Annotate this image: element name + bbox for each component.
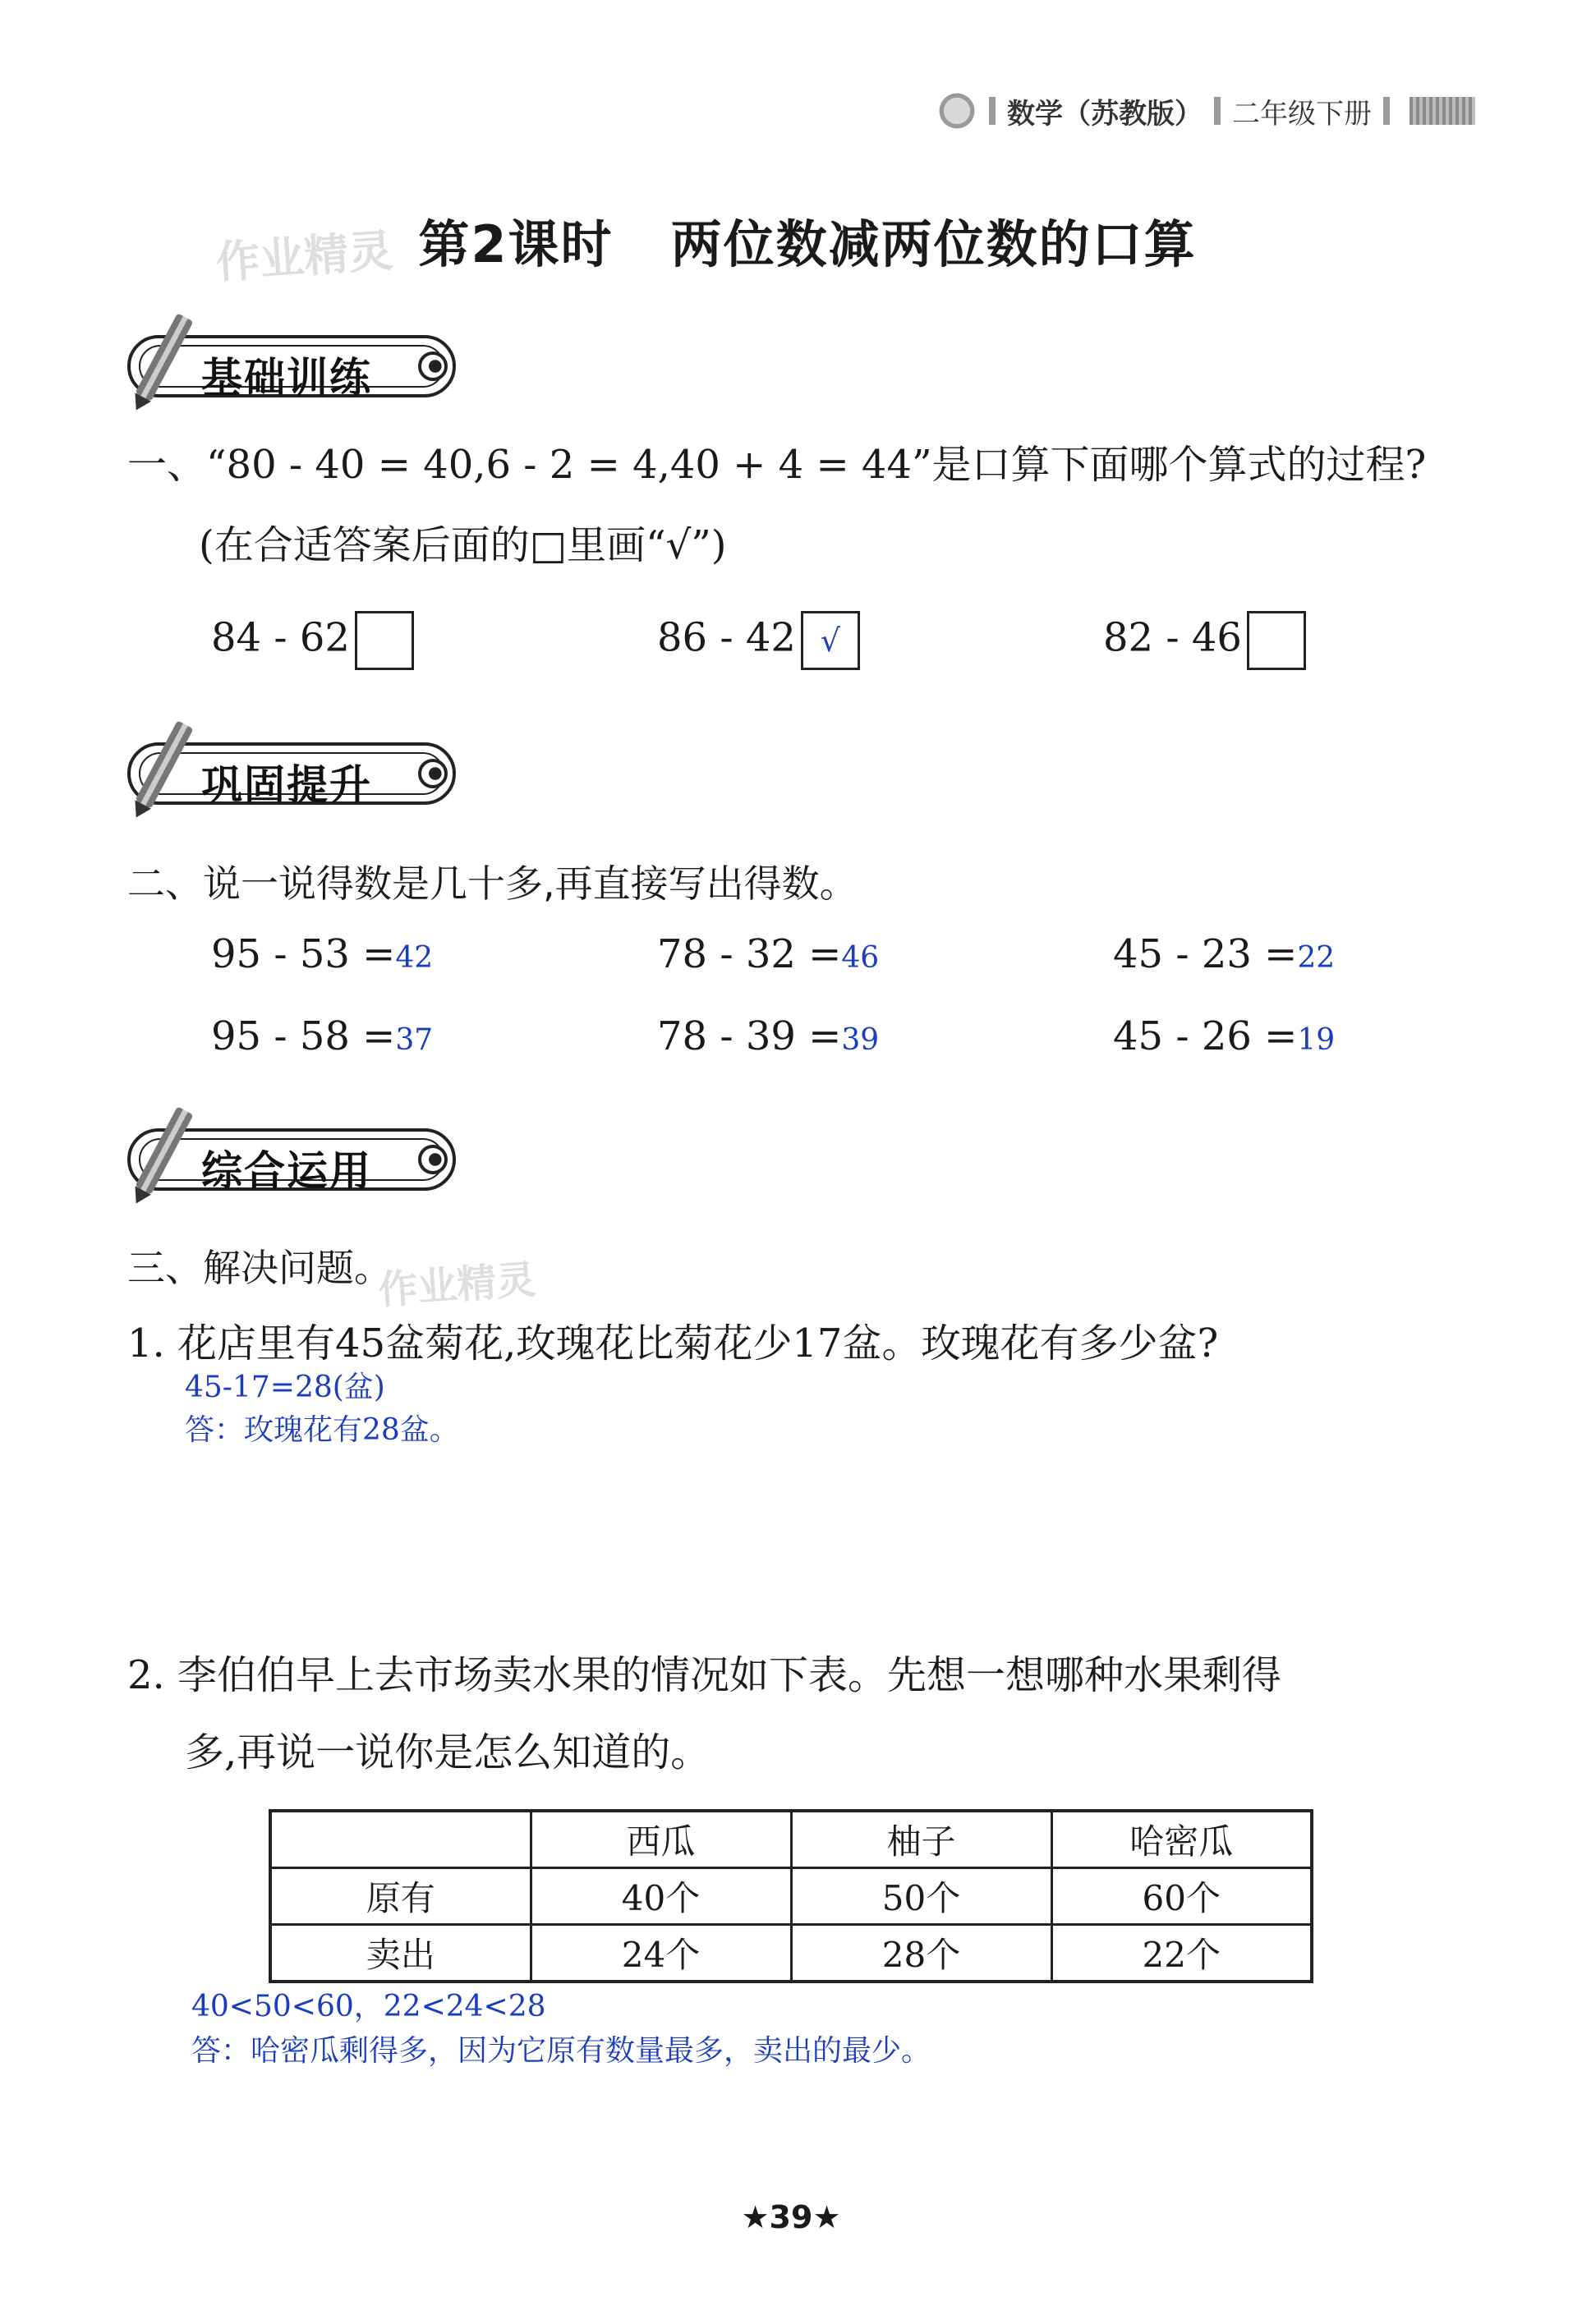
table-cell: 22个 bbox=[1051, 1925, 1312, 1982]
option-expression: 82 - 46 bbox=[1103, 614, 1242, 661]
item-expression: 45 - 23 = bbox=[1113, 931, 1298, 977]
item-answer: 42 bbox=[395, 941, 434, 975]
item-expression: 95 - 53 = bbox=[211, 931, 396, 977]
q2-item bbox=[211, 931, 433, 977]
option-expression: 84 - 62 bbox=[211, 614, 350, 661]
item-answer: 19 bbox=[1297, 1023, 1336, 1057]
q3-problem-1: 1. 花店里有45盆菊花,玫瑰花比菊花少17盆。玫瑰花有多少盆? bbox=[127, 1320, 1219, 1366]
item-answer: 37 bbox=[395, 1023, 434, 1057]
row-label: 原有 bbox=[270, 1868, 531, 1925]
header-divider bbox=[1214, 97, 1221, 125]
section-badge-basic bbox=[127, 327, 464, 406]
q3-p2-answer: 答：哈密瓜剩得多，因为它原有数量最多，卖出的最少。 bbox=[191, 2034, 931, 2068]
watermark: 作业精灵 bbox=[214, 224, 395, 289]
q2-item bbox=[657, 1013, 879, 1059]
item-expression: 95 - 58 = bbox=[211, 1013, 396, 1059]
page-number-value: 39 bbox=[769, 2199, 813, 2235]
section-badge-consolidate bbox=[127, 734, 464, 813]
table-header: 哈密瓜 bbox=[1051, 1811, 1312, 1868]
q1-stem: 一、“80 - 40 = 40,6 - 2 = 4,40 + 4 = 44”是口算下面哪个算式的过程? bbox=[127, 442, 1427, 488]
page-title bbox=[0, 204, 1582, 277]
watermark: 作业精灵 bbox=[376, 1256, 538, 1314]
item-expression: 78 - 32 = bbox=[657, 931, 842, 977]
q2-item bbox=[657, 931, 879, 977]
table-cell: 24个 bbox=[531, 1925, 791, 1982]
q3-p1-work: 45-17=28(盆) bbox=[185, 1371, 385, 1404]
section-label: 巩固提升 bbox=[201, 761, 372, 809]
sun-logo-icon bbox=[936, 90, 977, 131]
ring-icon bbox=[418, 1145, 448, 1174]
option-expression: 86 - 42 bbox=[657, 614, 796, 661]
item-expression: 78 - 39 = bbox=[657, 1013, 842, 1059]
ring-icon bbox=[418, 351, 448, 381]
item-expression: 45 - 26 = bbox=[1113, 1013, 1298, 1059]
q3-p1-answer: 答：玫瑰花有28盆。 bbox=[185, 1413, 459, 1447]
q1-instruction: (在合适答案后面的□里画“√”) bbox=[199, 522, 727, 568]
answer-checkbox[interactable] bbox=[355, 611, 414, 670]
q2-stem: 二、说一说得数是几十多,再直接写出得数。 bbox=[127, 861, 858, 906]
section-label: 综合运用 bbox=[201, 1147, 372, 1195]
header-decoration bbox=[1410, 97, 1475, 125]
page-number: ★39★ bbox=[741, 2199, 841, 2235]
table-cell: 28个 bbox=[791, 1925, 1051, 1982]
item-answer: 39 bbox=[841, 1023, 880, 1057]
lesson-topic: 两位数减两位数的口算 bbox=[670, 214, 1197, 274]
header-subject: 数学（苏教版） bbox=[1007, 97, 1203, 131]
table-cell: 50个 bbox=[791, 1868, 1051, 1925]
q1-option bbox=[1103, 611, 1306, 670]
table-header: 西瓜 bbox=[531, 1811, 791, 1868]
header-divider bbox=[1383, 97, 1390, 125]
q1-option bbox=[657, 611, 860, 670]
q3-problem-2-line2: 多,再说一说你是怎么知道的。 bbox=[185, 1729, 711, 1775]
header-divider bbox=[989, 97, 996, 125]
q3-p2-work: 40<50<60，22<24<28 bbox=[191, 1990, 546, 2023]
answer-checkbox[interactable]: √ bbox=[801, 611, 860, 670]
ring-icon bbox=[418, 759, 448, 788]
q1-option bbox=[211, 611, 414, 670]
q2-item bbox=[211, 1013, 433, 1059]
table-row bbox=[270, 1868, 1312, 1925]
table-header-row bbox=[270, 1811, 1312, 1868]
item-answer: 22 bbox=[1297, 941, 1336, 975]
page-header bbox=[936, 82, 1475, 140]
fruit-sales-table bbox=[269, 1809, 1313, 1983]
answer-checkbox[interactable] bbox=[1247, 611, 1306, 670]
table-row bbox=[270, 1925, 1312, 1982]
q3-stem: 三、解决问题。 bbox=[127, 1246, 392, 1290]
section-label: 基础训练 bbox=[201, 354, 372, 402]
table-cell: 40个 bbox=[531, 1868, 791, 1925]
table-cell: 60个 bbox=[1051, 1868, 1312, 1925]
q3-problem-2-line1: 2. 李伯伯早上去市场卖水果的情况如下表。先想一想哪种水果剩得 bbox=[127, 1652, 1282, 1698]
section-badge-apply bbox=[127, 1120, 464, 1199]
q2-item bbox=[1113, 931, 1335, 977]
header-grade: 二年级下册 bbox=[1232, 97, 1372, 131]
lesson-number: 第2课时 bbox=[418, 214, 614, 274]
table-header: 柚子 bbox=[791, 1811, 1051, 1868]
row-label: 卖出 bbox=[270, 1925, 531, 1982]
q2-item bbox=[1113, 1013, 1335, 1059]
table-cell bbox=[270, 1811, 531, 1868]
item-answer: 46 bbox=[841, 941, 880, 975]
